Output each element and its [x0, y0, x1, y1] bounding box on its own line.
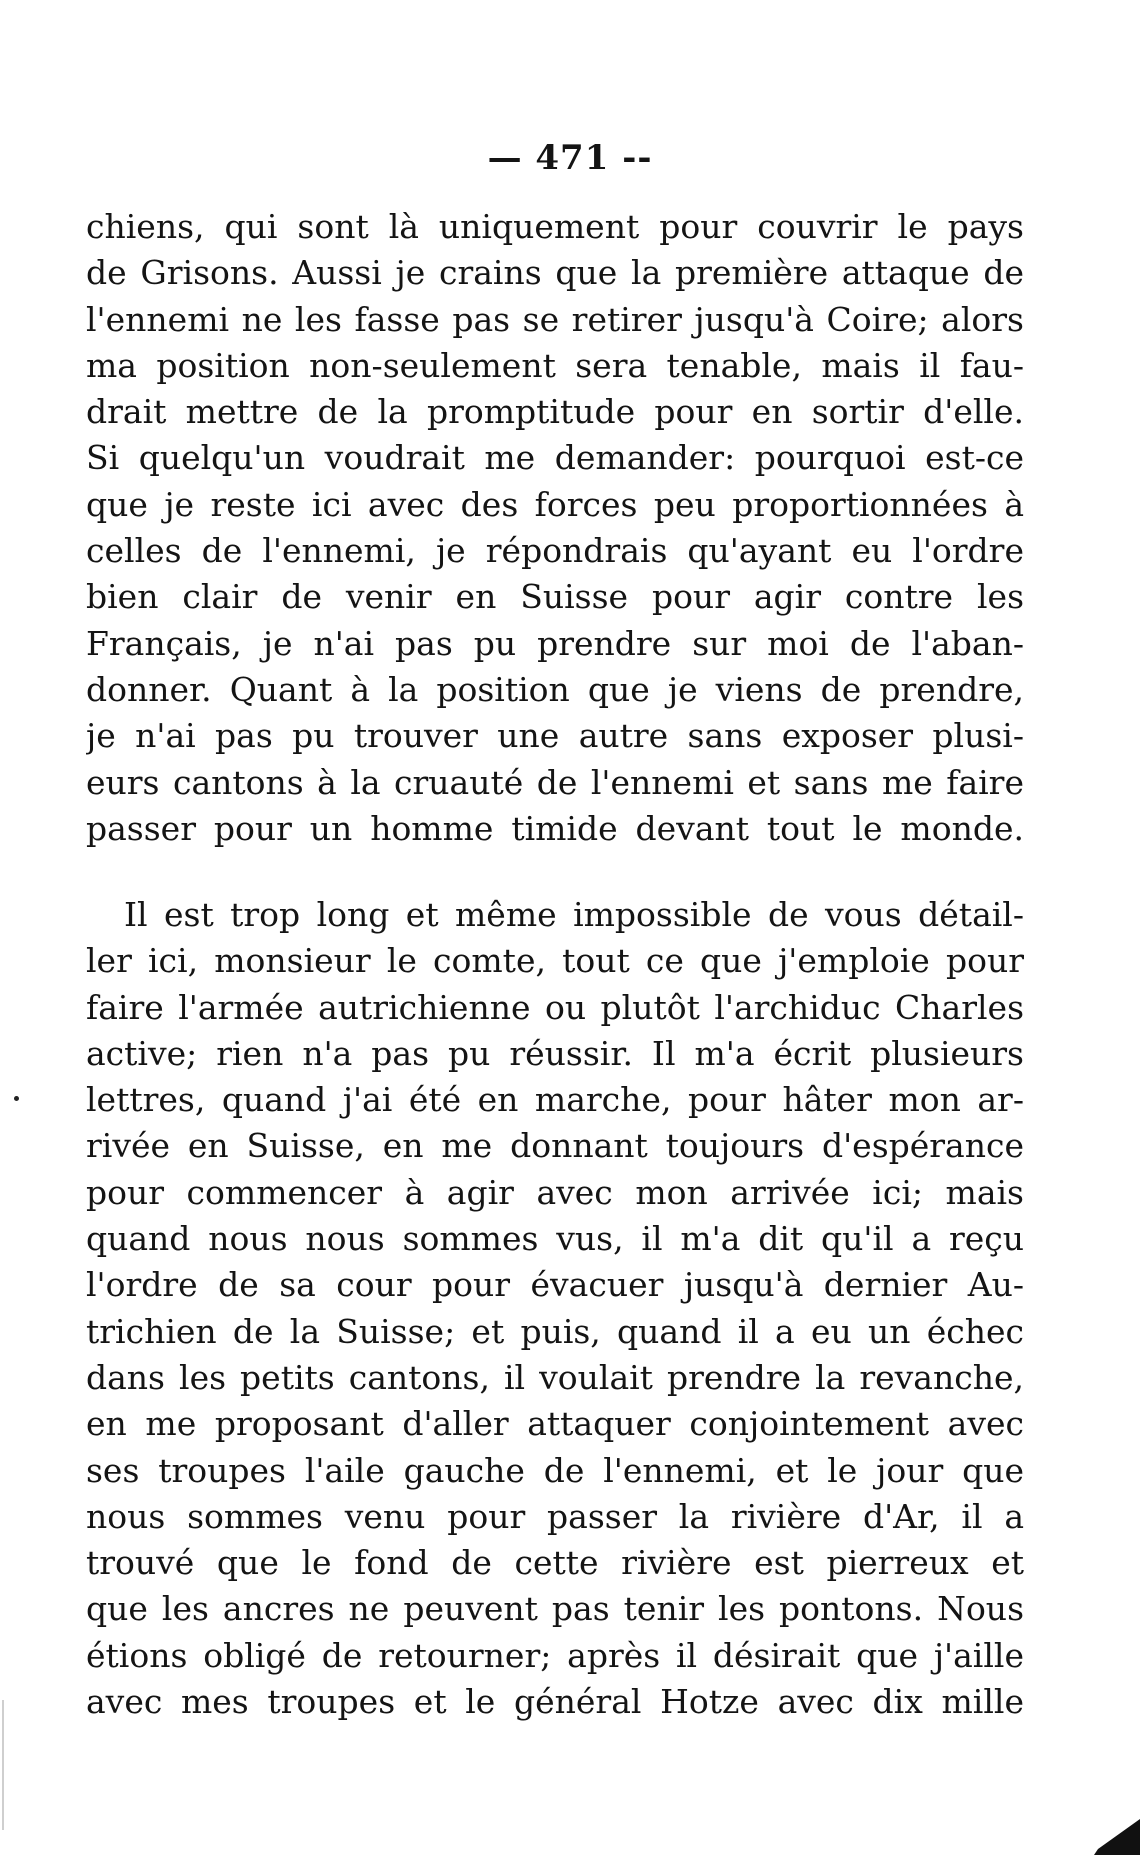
- text-line: lettres, quand j'ai été en marche, pour hâter mon ar-: [86, 1080, 1024, 1120]
- text-line: l'ordre de sa cour pour évacuer jusqu'à dernier Au-: [86, 1265, 1024, 1305]
- text-line: eurs cantons à la cruauté de l'ennemi et sans me faire: [86, 762, 1024, 802]
- text-line: ler ici, monsieur le comte, tout ce que j'emploie pour: [86, 941, 1024, 981]
- text-line: que les ancres ne peuvent pas tenir les pontons. Nous: [86, 1589, 1024, 1629]
- paragraph-1: [86, 204, 1024, 852]
- text-line: drait mettre de la promptitude pour en sortir d'elle.: [86, 392, 1024, 432]
- text-line: rivée en Suisse, en me donnant toujours d'espérance: [86, 1126, 1024, 1166]
- text-line: ses troupes l'aile gauche de l'ennemi, et le jour que: [86, 1450, 1024, 1490]
- text-line: trichien de la Suisse; et puis, quand il a eu un échec: [86, 1311, 1024, 1351]
- text-line: donner. Quant à la position que je viens de prendre,: [86, 669, 1024, 709]
- page-corner-mark-icon: [1090, 1813, 1140, 1855]
- text-line: chiens, qui sont là uniquement pour couvrir le pays: [86, 207, 1024, 246]
- text-line: Il est trop long et même impossible de vous détail-: [124, 895, 1024, 934]
- text-line: faire l'armée autrichienne ou plutôt l'archiduc Charles: [86, 987, 1024, 1027]
- text-line: l'ennemi ne les fasse pas se retirer jusqu'à Coire; alors: [86, 299, 1024, 339]
- paragraph-2: [86, 892, 1024, 1725]
- text-line: active; rien n'a pas pu réussir. Il m'a écrit plusieurs: [86, 1033, 1024, 1073]
- text-line: quand nous nous sommes vus, il m'a dit qu'il a reçu: [86, 1219, 1024, 1259]
- text-line: celles de l'ennemi, je répondrais qu'ayant eu l'ordre: [86, 531, 1024, 571]
- text-line: nous sommes venu pour passer la rivière d'Ar, il a: [86, 1496, 1024, 1536]
- text-line: que je reste ici avec des forces peu proportionnées à: [86, 484, 1024, 524]
- text-line: avec mes troupes et le général Hotze avec dix mille: [86, 1682, 1024, 1722]
- text-line: trouvé que le fond de cette rivière est pierreux et: [86, 1543, 1024, 1583]
- text-line: bien clair de venir en Suisse pour agir contre les: [86, 577, 1024, 617]
- page-number: — 471 --: [487, 138, 653, 178]
- text-line: je n'ai pas pu trouver une autre sans exposer plusi-: [86, 716, 1024, 756]
- text-line: Si quelqu'un voudrait me demander: pourquoi est-ce: [86, 438, 1024, 478]
- scan-edge-mark: [2, 1700, 4, 1830]
- text-line: pour commencer à agir avec mon arrivée ici; mais: [86, 1172, 1024, 1212]
- text-line: de Grisons. Aussi je crains que la première attaque de: [86, 253, 1024, 293]
- text-line: passer pour un homme timide devant tout le monde.: [86, 808, 1024, 848]
- scan-speck: [14, 1096, 19, 1101]
- text-line: Français, je n'ai pas pu prendre sur moi de l'aban-: [86, 623, 1024, 663]
- text-line: ma position non-seulement sera tenable, mais il fau-: [86, 345, 1024, 385]
- text-line: étions obligé de retourner; après il désirait que j'aille: [86, 1635, 1024, 1675]
- text-line: dans les petits cantons, il voulait prendre la revanche,: [86, 1357, 1024, 1397]
- text-line: en me proposant d'aller attaquer conjointement avec: [86, 1404, 1024, 1444]
